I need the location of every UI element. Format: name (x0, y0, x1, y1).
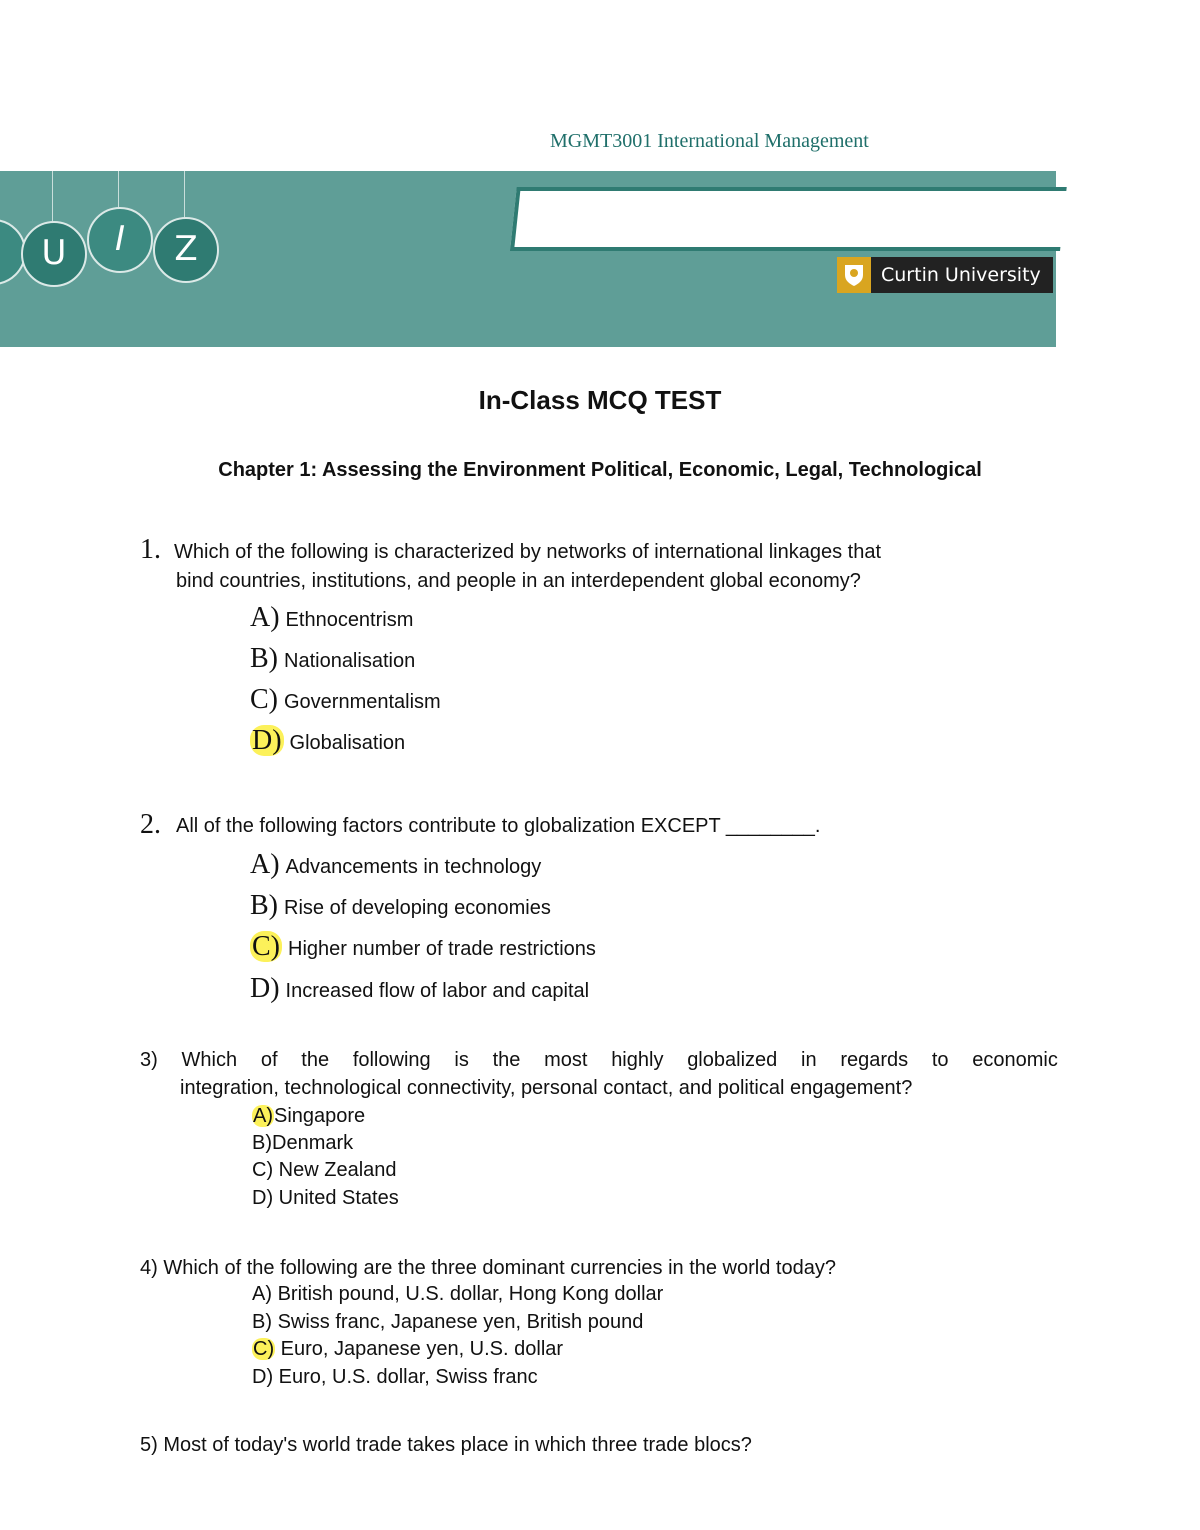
course-header: MGMT3001 International Management (550, 130, 869, 152)
answer-option-highlighted: A)Singapore (253, 1105, 366, 1127)
page-title: In-Class MCQ TEST (478, 385, 722, 415)
answer-option: C) Governmentalism (250, 684, 441, 715)
answer-option-highlighted: D) Globalisation (252, 725, 406, 756)
question-text: Which of the following is characterized by networks of international linkages that (174, 541, 882, 563)
question-word: economic (972, 1049, 1058, 1071)
question-line-justified (140, 1049, 1058, 1072)
question-word: most (544, 1049, 588, 1071)
question-number: 1. (140, 534, 161, 565)
answer-option-highlighted: C) Euro, Japanese yen, U.S. dollar (253, 1338, 564, 1360)
quiz-ball-u: U (21, 221, 87, 287)
question-text (140, 1049, 1058, 1072)
question-word: globalized (687, 1049, 778, 1071)
quiz-banner (0, 171, 1056, 347)
answer-option: B) Rise of developing economies (250, 890, 551, 921)
question-word: to (931, 1049, 949, 1071)
university-crest-icon (837, 257, 871, 293)
question-number: 2. (140, 809, 161, 840)
answer-option: A) British pound, U.S. dollar, Hong Kong dollar (252, 1283, 664, 1305)
question-number: 4) (140, 1257, 158, 1279)
question-word: in (801, 1049, 817, 1071)
answer-option: A) Ethnocentrism (250, 602, 414, 633)
chapter-subtitle: Chapter 1: Assessing the Environment Political, Economic, Legal, Technological (218, 459, 982, 481)
question-word: Which (181, 1049, 238, 1071)
university-logo (837, 257, 1053, 293)
question-text: bind countries, institutions, and people in an interdependent global economy? (176, 570, 861, 592)
university-name: Curtin University (881, 264, 1041, 286)
question-word: regards (840, 1049, 909, 1071)
question-number: 3) (140, 1049, 158, 1071)
answer-option: B)Denmark (252, 1132, 354, 1154)
answer-option: C) New Zealand (252, 1159, 397, 1181)
question-word: highly (611, 1049, 664, 1071)
question-word: is (454, 1049, 469, 1071)
quiz-ball-z: Z (153, 217, 219, 283)
banner-stripe (510, 187, 1067, 251)
question-word: the (301, 1049, 330, 1071)
question-text: All of the following factors contribute to globalization EXCEPT ________. (176, 815, 821, 837)
question-text: 4) Which of the following are the three dominant currencies in the world today? (140, 1257, 836, 1279)
answer-option: B) Nationalisation (250, 643, 416, 674)
answer-option: A) Advancements in technology (250, 849, 542, 880)
question-word: the (492, 1049, 521, 1071)
answer-option: D) United States (252, 1187, 399, 1209)
answer-option: D) Euro, U.S. dollar, Swiss franc (252, 1366, 538, 1388)
quiz-ball-i: I (87, 207, 153, 273)
question-word: of (260, 1049, 278, 1071)
answer-option: B) Swiss franc, Japanese yen, British pound (252, 1311, 644, 1333)
question-text: 5) Most of today's world trade takes place in which three trade blocs? (140, 1434, 752, 1456)
question-word: following (352, 1049, 431, 1071)
answer-option-highlighted: C) Higher number of trade restrictions (252, 931, 596, 962)
answer-option: D) Increased flow of labor and capital (250, 973, 590, 1004)
question-text: integration, technological connectivity, personal contact, and political engagement? (180, 1077, 913, 1099)
question-number: 5) (140, 1434, 158, 1456)
